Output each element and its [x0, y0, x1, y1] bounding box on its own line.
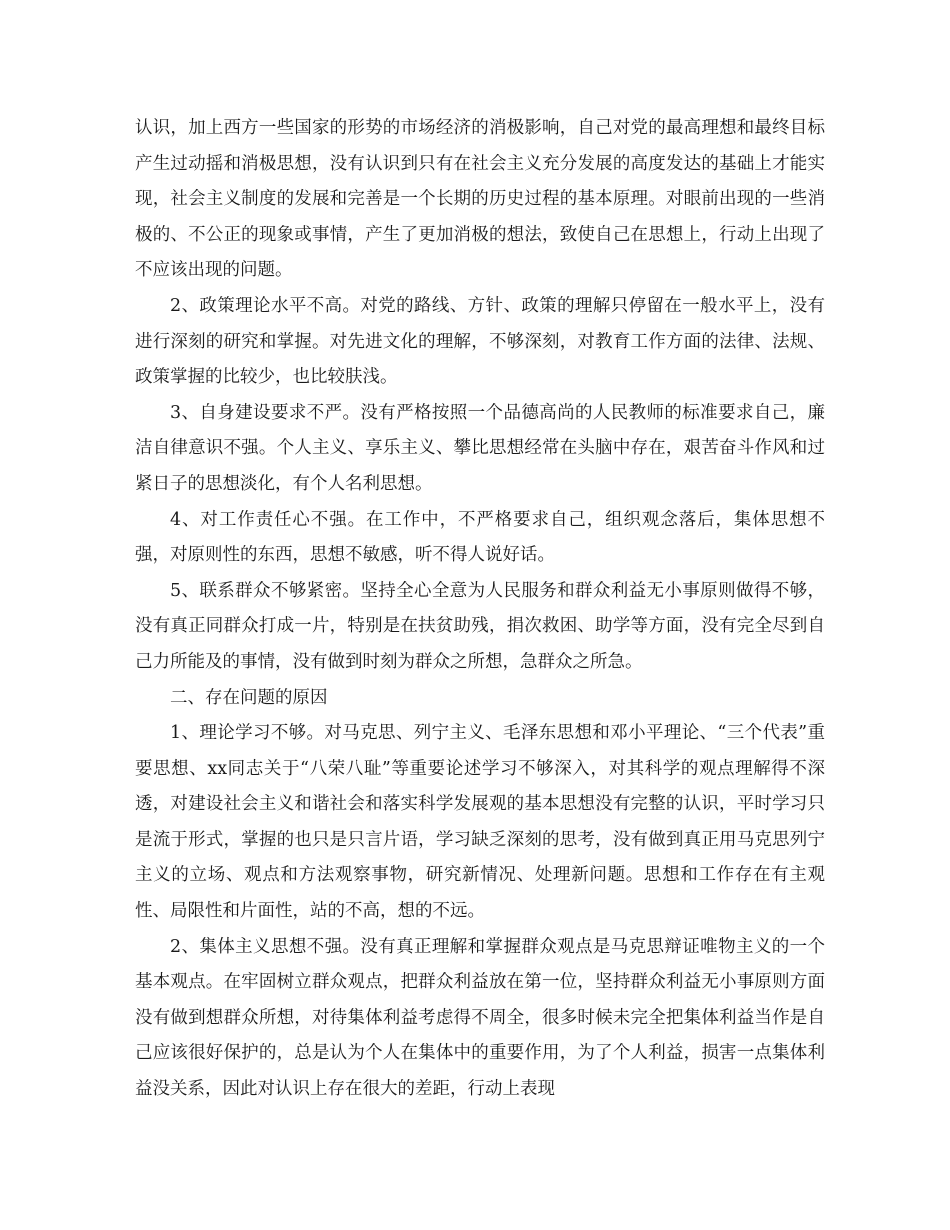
paragraph-collectivism: 2、集体主义思想不强。没有真正理解和掌握群众观点是马克思辩证唯物主义的一个基本观点。在牢固树立群众观点，把群众利益放在第一位，坚持群众利益无小事原则方面没有做到想群众所想，对待集体利益考虑得不周全，很多时候未完全把集体利益当作是自己应该很好保护的，总是认为个人在集体中的重要作用，为了个人利益，损害一点集体利益没关系，因此对认识上存在很大的差距，行动上表现 — [135, 936, 825, 1100]
document-body — [135, 111, 825, 1108]
paragraph-responsibility: 4、对工作责任心不强。在工作中，不严格要求自己，组织观念落后，集体思想不强，对原则性的东西，思想不敏感，听不得人说好话。 — [135, 509, 825, 566]
paragraph-policy-theory: 2、政策理论水平不高。对党的路线、方针、政策的理解只停留在一般水平上，没有进行深刻的研究和掌握。对先进文化的理解，不够深刻，对教育工作方面的法律、法规、政策掌握的比较少，也比较肤浅。 — [135, 295, 825, 388]
paragraph-continued: 认识，加上西方一些国家的形势的市场经济的消极影响，自己对党的最高理想和最终目标产生过动摇和消极思想，没有认识到只有在社会主义充分发展的高度发达的基础上才能实现，社会主义制度的发展和完善是一个长期的历史过程的基本原理。对眼前出现的一些消极的、不公正的现象或事情，产生了更加消极的想法，致使自己在思想上，行动上出现了不应该出现的问题。 — [135, 118, 825, 281]
paragraph-self-discipline: 3、自身建设要求不严。没有严格按照一个品德高尚的人民教师的标准要求自己，廉洁自律意识不强。个人主义、享乐主义、攀比思想经常在头脑中存在，艰苦奋斗作风和过紧日子的思想淡化，有个人名利思想。 — [135, 402, 825, 494]
paragraph-contact-masses: 5、联系群众不够紧密。坚持全心全意为人民服务和群众利益无小事原则做得不够，没有真正同群众打成一片，特别是在扶贫助残，捐次救困、助学等方面，没有完全尽到自己力所能及的事情，没有做到时刻为群众之所想，急群众之所急。 — [135, 580, 825, 672]
section-heading-causes: 二、存在问题的原因 — [170, 687, 328, 708]
paragraph-theory-study: 1、理论学习不够。对马克思、列宁主义、毛泽东思想和邓小平理论、“三个代表”重要思想、xx同志关于“八荣八耻”等重要论述学习不够深入，对其科学的观点理解得不深透，对建设社会主义和谐社会和落实科学发展观的基本思想没有完整的认识，平时学习只是流于形式，掌握的也只是只言片语，学习缺乏深刻的思考，没有做到真正用马克思列宁主义的立场、观点和方法观察事物，研究新情况、处理新问题。思想和工作存在有主观性、局限性和片面性，站的不高，想的不远。 — [135, 723, 825, 922]
